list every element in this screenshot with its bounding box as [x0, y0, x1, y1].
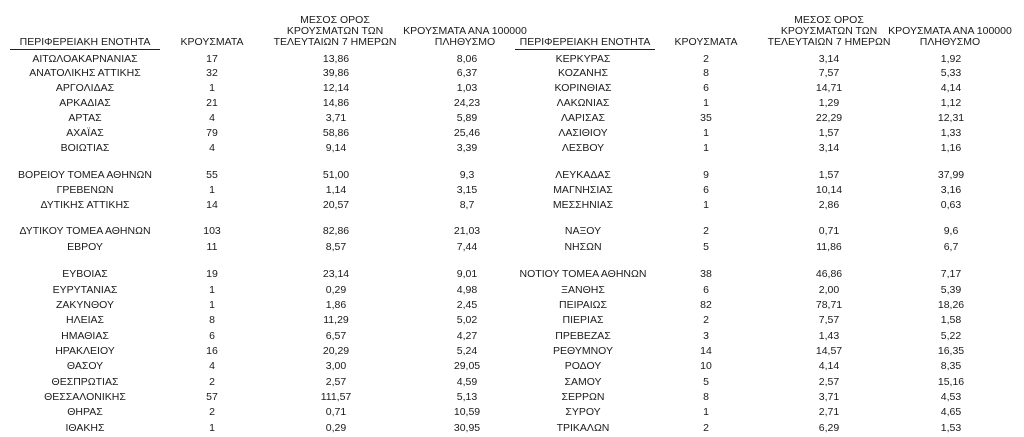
right-per100k-cell: 8,35: [940, 360, 962, 372]
left-per100k-cell: 4,59: [456, 376, 478, 388]
right-cases-cell: 38: [700, 268, 712, 280]
left-region-cell: ΔΥΤΙΚΗΣ ΑΤΤΙΚΗΣ: [40, 199, 130, 211]
right-per100k-cell: 6,7: [943, 241, 959, 253]
right-region-cell: ΜΑΓΝΗΣΙΑΣ: [553, 184, 613, 196]
left-cases-cell: 103: [203, 225, 221, 237]
right-per100k-cell: 5,33: [940, 67, 962, 79]
left-per100k-cell: 24,23: [453, 97, 481, 109]
header-per100k-right: ΚΡΟΥΣΜΑΤΑ ΑΝΑ 100000 ΠΛΗΘΥΣΜΟ: [888, 25, 1012, 48]
right-avg7-cell: 11,86: [816, 241, 842, 253]
left-cases-cell: 19: [206, 268, 218, 280]
left-avg7-cell: 111,57: [320, 391, 352, 403]
table-row: [0, 240, 1024, 254]
left-per100k-cell: 5,13: [456, 391, 478, 403]
right-cases-cell: 1: [703, 406, 709, 418]
right-per100k-cell: 1,53: [940, 422, 962, 434]
right-per100k-cell: 4,14: [940, 82, 962, 94]
right-per100k-cell: 1,16: [940, 142, 962, 154]
table-row: [0, 283, 1024, 297]
left-cases-cell: 11: [206, 241, 218, 253]
left-cases-cell: 1: [209, 284, 215, 296]
left-region-cell: ΗΡΑΚΛΕΙΟΥ: [55, 345, 115, 357]
right-avg7-cell: 14,57: [815, 345, 843, 357]
right-avg7-cell: 22,29: [815, 112, 843, 124]
left-per100k-cell: 8,7: [459, 199, 475, 211]
left-cases-cell: 6: [209, 330, 215, 342]
right-avg7-cell: 2,00: [818, 284, 840, 296]
right-per100k-cell: 4,65: [940, 406, 962, 418]
right-per100k-cell: 18,26: [937, 299, 965, 311]
left-per100k-cell: 25,46: [453, 127, 481, 139]
left-avg7-cell: 20,29: [322, 345, 350, 357]
right-region-cell: ΡΟΔΟΥ: [564, 360, 602, 372]
left-region-cell: ΒΟΡΕΙΟΥ ΤΟΜΕΑ ΑΘΗΝΩΝ: [18, 169, 152, 181]
right-per100k-cell: 1,33: [940, 127, 962, 139]
left-avg7-cell: 23,14: [322, 268, 350, 280]
left-cases-cell: 1: [209, 422, 215, 434]
left-region-cell: ΘΑΣΟΥ: [66, 360, 104, 372]
right-per100k-cell: 9,6: [943, 225, 959, 237]
right-per100k-cell: 16,35: [937, 345, 965, 357]
table-row: [0, 168, 1024, 182]
table-row: [0, 66, 1024, 80]
right-cases-cell: 14: [700, 345, 712, 357]
left-avg7-cell: 9,14: [325, 142, 347, 154]
left-cases-cell: 4: [209, 142, 215, 154]
right-region-cell: ΣΑΜΟΥ: [564, 376, 602, 388]
left-avg7-cell: 20,57: [322, 199, 350, 211]
header-region-left: ΠΕΡΙΦΕΡΕΙΑΚΗ ΕΝΟΤΗΤΑ: [19, 36, 151, 48]
right-cases-cell: 6: [703, 82, 709, 94]
right-per100k-cell: 0,63: [940, 199, 962, 211]
left-cases-cell: 14: [206, 199, 218, 211]
left-per100k-cell: 3,39: [456, 142, 478, 154]
left-cases-cell: 55: [206, 169, 218, 181]
left-cases-cell: 32: [206, 67, 218, 79]
right-cases-cell: 6: [703, 284, 709, 296]
table-row: [0, 329, 1024, 343]
right-avg7-cell: 1,43: [818, 330, 840, 342]
right-avg7-cell: 2,86: [818, 199, 840, 211]
right-cases-cell: 82: [700, 299, 712, 311]
table-row: [0, 405, 1024, 419]
left-per100k-cell: 6,37: [456, 67, 478, 79]
right-avg7-cell: 4,14: [818, 360, 840, 372]
right-per100k-cell: 4,53: [940, 391, 962, 403]
right-cases-cell: 1: [703, 142, 709, 154]
right-cases-cell: 2: [703, 422, 709, 434]
right-cases-cell: 2: [703, 314, 709, 326]
left-avg7-cell: 1,14: [325, 184, 347, 196]
right-avg7-cell: 6,29: [818, 422, 840, 434]
right-per100k-cell: 3,16: [940, 184, 962, 196]
left-per100k-cell: 8,06: [456, 53, 478, 65]
right-avg7-cell: 78,71: [815, 299, 843, 311]
left-per100k-cell: 5,02: [456, 314, 478, 326]
right-cases-cell: 8: [703, 67, 709, 79]
right-region-cell: ΛΑΚΩΝΙΑΣ: [556, 97, 610, 109]
right-avg7-cell: 1,57: [818, 127, 840, 139]
left-region-cell: ΔΥΤΙΚΟΥ ΤΟΜΕΑ ΑΘΗΝΩΝ: [19, 225, 151, 237]
right-region-cell: ΠΙΕΡΙΑΣ: [562, 314, 604, 326]
left-per100k-cell: 4,98: [456, 284, 478, 296]
left-avg7-cell: 0,29: [325, 284, 347, 296]
left-per100k-cell: 4,27: [456, 330, 478, 342]
left-per100k-cell: 21,03: [453, 225, 481, 237]
left-avg7-cell: 39,86: [322, 67, 350, 79]
left-region-cell: ΑΡΚΑΔΙΑΣ: [59, 97, 111, 109]
right-avg7-cell: 3,14: [818, 142, 840, 154]
table-row: [0, 183, 1024, 197]
left-cases-cell: 8: [209, 314, 215, 326]
right-avg7-cell: 0,71: [818, 225, 840, 237]
left-cases-cell: 21: [206, 97, 218, 109]
right-region-cell: ΝΑΞΟΥ: [564, 225, 602, 237]
right-region-cell: ΚΟΡΙΝΘΙΑΣ: [554, 82, 612, 94]
table-row: [0, 390, 1024, 404]
table-row: [0, 81, 1024, 95]
left-avg7-cell: 58,86: [322, 127, 350, 139]
right-cases-cell: 5: [703, 376, 709, 388]
left-per100k-cell: 9,3: [459, 169, 475, 181]
right-cases-cell: 2: [703, 225, 709, 237]
right-avg7-cell: 10,14: [815, 184, 843, 196]
table-row: [0, 375, 1024, 389]
left-avg7-cell: 13,86: [322, 53, 350, 65]
left-cases-cell: 1: [209, 82, 215, 94]
header-region-right: ΠΕΡΙΦΕΡΕΙΑΚΗ ΕΝΟΤΗΤΑ: [519, 36, 651, 48]
right-cases-cell: 8: [703, 391, 709, 403]
left-cases-cell: 2: [209, 376, 215, 388]
right-region-cell: ΛΕΥΚΑΔΑΣ: [555, 169, 611, 181]
right-per100k-cell: 5,39: [940, 284, 962, 296]
right-region-cell: ΜΕΣΣΗΝΙΑΣ: [552, 199, 614, 211]
right-region-cell: ΡΕΘΥΜΝΟΥ: [552, 345, 613, 357]
right-per100k-cell: 1,12: [940, 97, 962, 109]
left-cases-cell: 1: [209, 184, 215, 196]
table-row: [0, 141, 1024, 155]
right-cases-cell: 1: [703, 199, 709, 211]
left-region-cell: ΘΗΡΑΣ: [67, 406, 103, 418]
left-per100k-cell: 10,59: [453, 406, 481, 418]
left-avg7-cell: 3,00: [325, 360, 347, 372]
table-row: [0, 52, 1024, 66]
left-avg7-cell: 8,57: [325, 241, 347, 253]
table-row: [0, 96, 1024, 110]
right-per100k-cell: 1,58: [940, 314, 962, 326]
right-region-cell: ΠΕΙΡΑΙΩΣ: [559, 299, 607, 311]
left-cases-cell: 1: [209, 299, 215, 311]
left-avg7-cell: 3,71: [325, 112, 347, 124]
right-cases-cell: 9: [703, 169, 709, 181]
right-cases-cell: 6: [703, 184, 709, 196]
left-avg7-cell: 11,29: [323, 314, 349, 326]
right-per100k-cell: 37,99: [937, 169, 965, 181]
right-cases-cell: 5: [703, 241, 709, 253]
left-region-cell: ΑΡΤΑΣ: [68, 112, 102, 124]
right-per100k-cell: 1,92: [940, 53, 962, 65]
right-region-cell: ΝΗΣΩΝ: [564, 241, 602, 253]
left-region-cell: ΕΒΡΟΥ: [67, 241, 103, 253]
table-row: [0, 111, 1024, 125]
header-underline-right: [515, 49, 655, 50]
right-cases-cell: 1: [703, 127, 709, 139]
left-avg7-cell: 0,29: [325, 422, 347, 434]
left-region-cell: ΖΑΚΥΝΘΟΥ: [55, 299, 114, 311]
left-region-cell: ΑΙΤΩΛΟΑΚΑΡΝΑΝΙΑΣ: [32, 53, 138, 65]
header-per100k-left: ΚΡΟΥΣΜΑΤΑ ΑΝΑ 100000 ΠΛΗΘΥΣΜΟ: [403, 25, 527, 48]
header-avg7-left: ΜΕΣΟΣ ΟΡΟΣ ΚΡΟΥΣΜΑΤΩΝ ΤΩΝ ΤΕΛΕΥΤΑΙΩΝ 7 ΗΜΕΡΩΝ: [273, 14, 397, 48]
right-avg7-cell: 2,57: [818, 376, 840, 388]
right-region-cell: ΛΕΣΒΟΥ: [561, 142, 605, 154]
table-row: [0, 359, 1024, 373]
right-avg7-cell: 3,14: [818, 53, 840, 65]
left-cases-cell: 4: [209, 112, 215, 124]
table-row: [0, 198, 1024, 212]
right-region-cell: ΞΑΝΘΗΣ: [561, 284, 605, 296]
left-per100k-cell: 9,01: [456, 268, 478, 280]
left-avg7-cell: 14,86: [322, 97, 350, 109]
left-per100k-cell: 29,05: [453, 360, 481, 372]
table-row: [0, 126, 1024, 140]
left-region-cell: ΑΡΓΟΛΙΔΑΣ: [55, 82, 115, 94]
left-cases-cell: 4: [209, 360, 215, 372]
right-avg7-cell: 2,71: [818, 406, 840, 418]
right-region-cell: ΤΡΙΚΑΛΩΝ: [556, 422, 610, 434]
table-row: [0, 298, 1024, 312]
left-region-cell: ΒΟΙΩΤΙΑΣ: [60, 142, 110, 154]
left-per100k-cell: 1,03: [456, 82, 478, 94]
left-per100k-cell: 7,44: [456, 241, 478, 253]
left-per100k-cell: 5,24: [456, 345, 478, 357]
right-region-cell: ΠΡΕΒΕΖΑΣ: [555, 330, 611, 342]
right-cases-cell: 10: [700, 360, 712, 372]
header-cases-right: ΚΡΟΥΣΜΑΤΑ: [674, 36, 738, 48]
right-cases-cell: 1: [703, 97, 709, 109]
right-avg7-cell: 7,57: [818, 314, 840, 326]
left-region-cell: ΑΝΑΤΟΛΙΚΗΣ ΑΤΤΙΚΗΣ: [29, 67, 141, 79]
left-region-cell: ΑΧΑΪΑΣ: [66, 127, 104, 139]
left-avg7-cell: 12,14: [322, 82, 350, 94]
left-cases-cell: 2: [209, 406, 215, 418]
left-region-cell: ΕΥΒΟΙΑΣ: [62, 268, 108, 280]
left-per100k-cell: 30,95: [453, 422, 481, 434]
left-cases-cell: 79: [206, 127, 218, 139]
right-region-cell: ΣΕΡΡΩΝ: [561, 391, 605, 403]
left-region-cell: ΓΡΕΒΕΝΩΝ: [56, 184, 114, 196]
right-cases-cell: 3: [703, 330, 709, 342]
left-per100k-cell: 5,89: [456, 112, 478, 124]
right-region-cell: ΝΟΤΙΟΥ ΤΟΜΕΑ ΑΘΗΝΩΝ: [519, 268, 647, 280]
left-per100k-cell: 2,45: [456, 299, 478, 311]
table-row: [0, 267, 1024, 281]
right-per100k-cell: 15,16: [937, 376, 965, 388]
header-avg7-right: ΜΕΣΟΣ ΟΡΟΣ ΚΡΟΥΣΜΑΤΩΝ ΤΩΝ ΤΕΛΕΥΤΑΙΩΝ 7 ΗΜΕΡΩΝ: [767, 14, 891, 48]
right-avg7-cell: 46,86: [815, 268, 843, 280]
right-cases-cell: 35: [700, 112, 712, 124]
left-avg7-cell: 51,00: [322, 169, 350, 181]
right-per100k-cell: 12,31: [937, 112, 965, 124]
left-cases-cell: 17: [206, 53, 218, 65]
left-region-cell: ΙΘΑΚΗΣ: [65, 422, 105, 434]
left-region-cell: ΘΕΣΣΑΛΟΝΙΚΗΣ: [44, 391, 126, 403]
right-region-cell: ΚΕΡΚΥΡΑΣ: [555, 53, 611, 65]
left-region-cell: ΘΕΣΠΡΩΤΙΑΣ: [51, 376, 119, 388]
right-per100k-cell: 5,22: [940, 330, 962, 342]
left-avg7-cell: 82,86: [322, 225, 350, 237]
right-avg7-cell: 14,71: [815, 82, 843, 94]
left-avg7-cell: 0,71: [325, 406, 347, 418]
right-avg7-cell: 7,57: [818, 67, 840, 79]
right-region-cell: ΛΑΡΙΣΑΣ: [561, 112, 605, 124]
right-region-cell: ΣΥΡΟΥ: [565, 406, 601, 418]
right-region-cell: ΚΟΖΑΝΗΣ: [558, 67, 608, 79]
table-row: [0, 344, 1024, 358]
left-avg7-cell: 6,57: [325, 330, 347, 342]
left-per100k-cell: 3,15: [456, 184, 478, 196]
left-region-cell: ΕΥΡΥΤΑΝΙΑΣ: [52, 284, 118, 296]
left-avg7-cell: 1,86: [325, 299, 347, 311]
right-avg7-cell: 1,57: [818, 169, 840, 181]
left-region-cell: ΗΜΑΘΙΑΣ: [61, 330, 109, 342]
left-avg7-cell: 2,57: [325, 376, 347, 388]
right-avg7-cell: 3,71: [818, 391, 840, 403]
right-region-cell: ΛΑΣΙΘΙΟΥ: [558, 127, 608, 139]
right-avg7-cell: 1,29: [818, 97, 840, 109]
table-row: [0, 313, 1024, 327]
header-cases-left: ΚΡΟΥΣΜΑΤΑ: [180, 36, 244, 48]
right-cases-cell: 2: [703, 53, 709, 65]
right-per100k-cell: 7,17: [940, 268, 962, 280]
left-cases-cell: 16: [206, 345, 218, 357]
left-region-cell: ΗΛΕΙΑΣ: [65, 314, 104, 326]
header-underline-left: [10, 49, 160, 50]
table-row: [0, 421, 1024, 435]
left-cases-cell: 57: [206, 391, 218, 403]
table-row: [0, 224, 1024, 238]
